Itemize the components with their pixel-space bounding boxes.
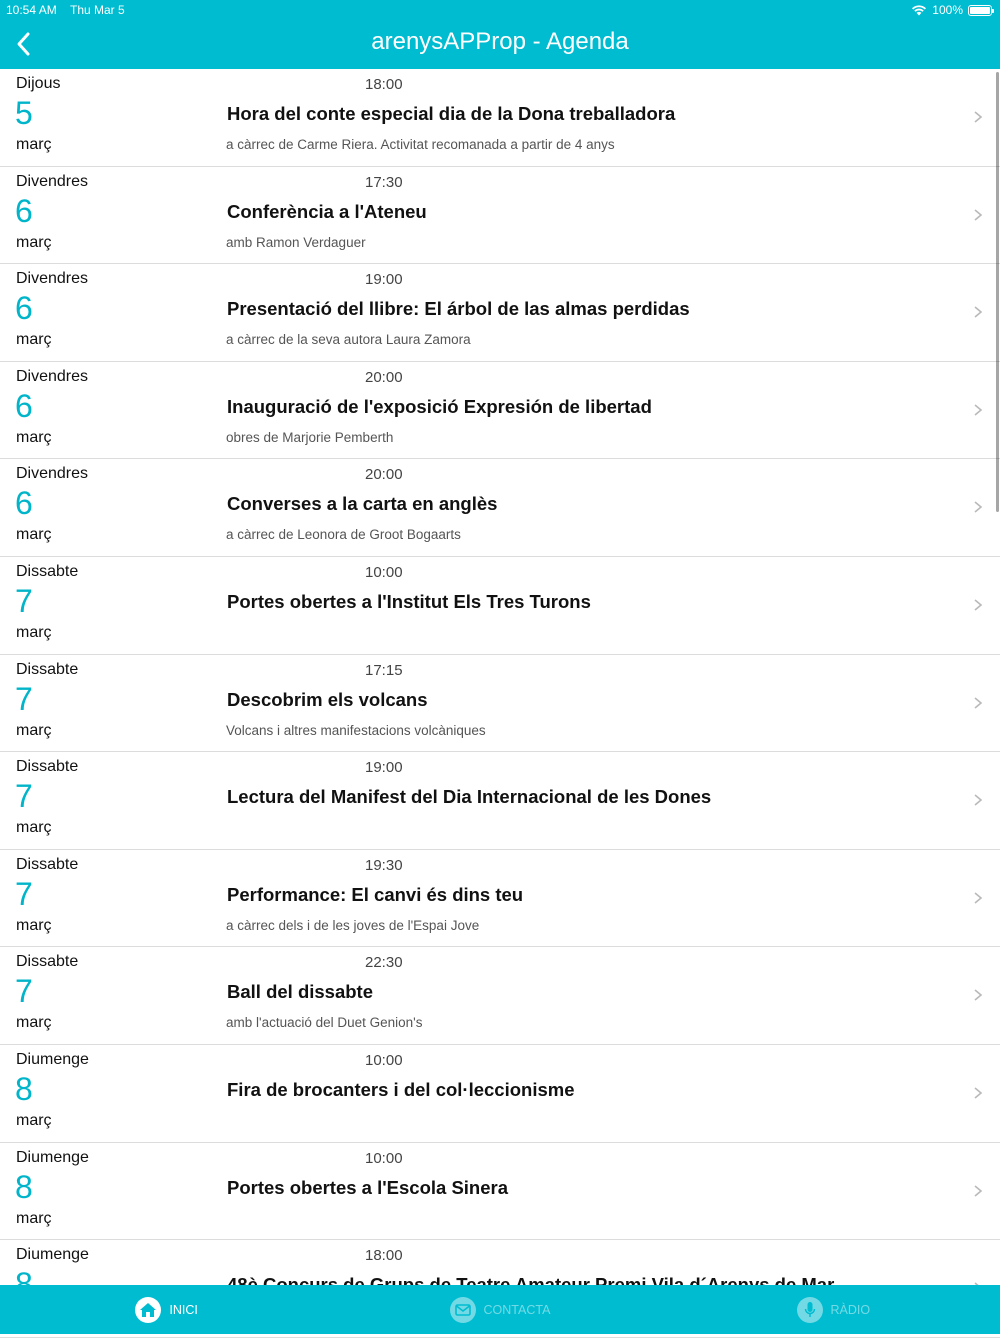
agenda-row[interactable] <box>0 362 1000 460</box>
event-title: Portes obertes a l'Institut Els Tres Turons <box>227 590 591 612</box>
event-day: Dijous <box>16 75 61 92</box>
event-date-number: 7 <box>15 778 33 815</box>
event-day: Diumenge <box>16 1148 89 1166</box>
tab-inici[interactable] <box>0 1285 333 1334</box>
event-month: març <box>16 1014 52 1032</box>
nav-header <box>0 0 1000 69</box>
event-time: 19:00 <box>365 271 403 289</box>
event-date-number: 8 <box>15 1168 33 1205</box>
event-subtitle: a càrrec de Carme Riera. Activitat recomanada a partir de 4 anys <box>226 137 615 152</box>
tab-contacta-label: CONTACTA <box>483 1302 551 1317</box>
event-time: 17:15 <box>365 661 403 679</box>
scrollbar[interactable] <box>996 72 999 512</box>
event-subtitle: amb Ramon Verdaguer <box>226 234 366 250</box>
event-subtitle: a càrrec dels i de les joves de l'Espai Jove <box>226 917 480 933</box>
event-month: març <box>16 136 52 153</box>
event-day: Dissabte <box>16 855 79 873</box>
event-month: març <box>16 233 52 251</box>
agenda-row[interactable] <box>0 1143 1000 1241</box>
event-day: Divendres <box>16 465 89 483</box>
event-day: Dissabte <box>16 953 79 971</box>
agenda-row[interactable] <box>0 557 1000 655</box>
page-title: arenysAPProp - Agenda <box>371 28 629 55</box>
event-day: Divendres <box>16 270 89 288</box>
agenda-row[interactable] <box>0 752 1000 850</box>
tab-bar <box>0 1285 1000 1334</box>
agenda-row[interactable] <box>0 947 1000 1045</box>
event-time: 20:00 <box>365 466 403 484</box>
agenda-list[interactable] <box>0 69 1000 1285</box>
agenda-row[interactable] <box>0 167 1000 265</box>
event-time: 18:00 <box>365 1247 403 1265</box>
event-time: 18:00 <box>365 76 403 93</box>
event-subtitle: obres de Marjorie Pemberth <box>226 429 394 445</box>
event-month: març <box>16 916 52 934</box>
event-subtitle: a càrrec de Leonora de Groot Bogaarts <box>226 527 461 543</box>
event-month: març <box>16 1111 52 1129</box>
event-time: 20:00 <box>365 368 403 386</box>
chevron-right-icon <box>972 1181 984 1201</box>
tab-radio-label: RÀDIO <box>830 1302 871 1317</box>
event-month: març <box>16 428 52 446</box>
chevron-right-icon <box>972 107 984 127</box>
mail-icon <box>450 1297 476 1323</box>
event-date-number: 6 <box>15 485 33 522</box>
event-time: 22:30 <box>365 954 403 972</box>
event-month: març <box>16 623 52 641</box>
event-subtitle: Volcans i altres manifestacions volcàniques <box>226 722 486 738</box>
wifi-icon <box>911 4 927 16</box>
chevron-right-icon <box>972 205 984 225</box>
event-day: Dissabte <box>16 660 79 678</box>
chevron-right-icon <box>972 497 984 517</box>
event-day: Divendres <box>16 172 89 190</box>
event-date-number: 7 <box>15 582 33 619</box>
event-title: Converses a la carta en anglès <box>227 493 498 515</box>
event-time: 17:30 <box>365 173 403 191</box>
agenda-row[interactable] <box>0 264 1000 362</box>
event-time: 19:00 <box>365 759 403 777</box>
chevron-right-icon <box>972 985 984 1005</box>
event-date-number: 8 <box>15 1070 33 1107</box>
event-title: Ball del dissabte <box>227 981 373 1003</box>
event-title: Lectura del Manifest del Dia Internacional de les Dones <box>227 786 712 808</box>
event-title: Portes obertes a l'Escola Sinera <box>227 1176 508 1198</box>
event-time: 10:00 <box>365 1149 403 1167</box>
event-time: 10:00 <box>365 1051 403 1069</box>
event-day: Diumenge <box>16 1246 89 1264</box>
microphone-icon <box>797 1297 823 1323</box>
event-date-number: 6 <box>15 290 33 327</box>
event-month: març <box>16 819 52 837</box>
event-date-number: 6 <box>15 387 33 424</box>
event-title: Fira de brocanters i del col·leccionisme <box>227 1078 575 1100</box>
event-month: març <box>16 526 52 544</box>
chevron-right-icon <box>972 1083 984 1103</box>
event-time: 19:30 <box>365 856 403 874</box>
event-date-number: 5 <box>15 95 33 131</box>
chevron-right-icon <box>972 400 984 420</box>
agenda-row[interactable] <box>0 850 1000 948</box>
agenda-row[interactable] <box>0 69 1000 167</box>
status-time: 10:54 AM <box>6 3 57 17</box>
event-title: Performance: El canvi és dins teu <box>227 883 524 905</box>
event-title: Hora del conte especial dia de la Dona treballadora <box>227 103 676 124</box>
event-month: març <box>16 721 52 739</box>
event-date-number: 7 <box>15 973 33 1010</box>
chevron-right-icon <box>972 302 984 322</box>
event-title: Presentació del llibre: El árbol de las almas perdidas <box>227 298 690 320</box>
event-date-number: 6 <box>15 192 33 229</box>
tab-radio[interactable] <box>667 1285 1000 1334</box>
event-title: Conferència a l'Ateneu <box>227 200 427 222</box>
battery-icon <box>968 5 992 16</box>
event-month: març <box>16 331 52 349</box>
chevron-right-icon <box>972 595 984 615</box>
battery-percent: 100% <box>932 3 963 17</box>
event-month: març <box>16 1209 52 1227</box>
event-day: Dissabte <box>16 758 79 776</box>
event-subtitle: a càrrec de la seva autora Laura Zamora <box>226 332 471 348</box>
chevron-right-icon <box>972 790 984 810</box>
tab-inici-label: INICI <box>169 1302 198 1317</box>
tab-contacta[interactable] <box>333 1285 666 1334</box>
event-subtitle: amb l'actuació del Duet Genion's <box>226 1015 423 1031</box>
status-date: Thu Mar 5 <box>70 3 125 17</box>
status-right <box>911 3 992 17</box>
event-day: Dissabte <box>16 562 79 580</box>
event-time: 10:00 <box>365 563 403 581</box>
home-icon <box>135 1297 161 1323</box>
agenda-row[interactable] <box>0 1045 1000 1143</box>
event-day: Diumenge <box>16 1050 89 1068</box>
event-title: Descobrim els volcans <box>227 688 428 710</box>
event-date-number: 7 <box>15 680 33 717</box>
chevron-right-icon <box>972 693 984 713</box>
event-day: Divendres <box>16 367 89 385</box>
event-title: Inauguració de l'exposició Expresión de libertad <box>227 395 652 417</box>
chevron-right-icon <box>972 888 984 908</box>
agenda-row[interactable] <box>0 459 1000 557</box>
agenda-row[interactable] <box>0 655 1000 753</box>
event-date-number: 7 <box>15 875 33 912</box>
